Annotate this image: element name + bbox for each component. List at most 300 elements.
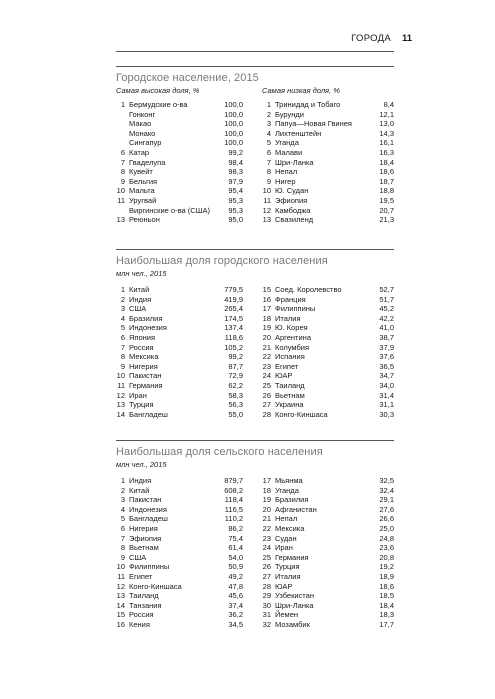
country-name: Бангладеш [129,514,168,524]
country-name: Украина [275,400,304,410]
row-value: 47,8 [228,581,243,591]
rank-number: 8 [120,167,125,177]
running-head: ГОРОДА [351,33,391,44]
list-row [262,323,394,333]
rank-number: 3 [120,304,125,314]
country-name: Испания [275,352,305,362]
rank-number: 21 [262,514,271,524]
rank-number: 5 [120,514,125,524]
section-title: Городское население, 2015 [116,72,259,84]
country-name: Бангладеш [129,409,168,419]
row-value: 36,5 [379,361,394,371]
row-value: 55,0 [228,409,243,419]
list-row [116,285,243,295]
country-name: Свазиленд [275,215,314,225]
row-value: 26,6 [379,514,394,524]
row-value: 100,0 [224,128,243,138]
header-rule [116,51,394,52]
rank-number: 24 [262,543,271,553]
list-row [116,582,243,592]
row-value: 16,3 [379,147,394,157]
rank-number: 22 [262,352,271,362]
section-rule [116,249,394,250]
row-value: 61,4 [228,543,243,553]
list-row [116,129,243,139]
list-row [262,129,394,139]
row-value: 97,9 [228,176,243,186]
country-name: Нигерия [129,523,158,533]
list-row [116,572,243,582]
list-row [262,572,394,582]
rank-number: 6 [120,332,125,342]
list-row [116,177,243,187]
list-row [262,534,394,544]
row-value: 36,2 [228,610,243,620]
row-value: 99,2 [228,352,243,362]
list-row [262,610,394,620]
list-row [116,110,243,120]
row-value: 51,7 [379,294,394,304]
country-name: Ю. Корея [275,323,308,333]
rank-number: 30 [262,600,271,610]
list-row [116,371,243,381]
country-name: Кения [129,619,150,629]
list-row [116,391,243,401]
rank-number: 9 [120,176,125,186]
country-name: США [129,552,147,562]
list-row [262,381,394,391]
country-name: Непал [275,167,298,177]
row-value: 50,9 [228,562,243,572]
row-value: 20,8 [379,552,394,562]
rank-number: 29 [262,591,271,601]
list-row [116,323,243,333]
row-value: 45,2 [379,304,394,314]
list-row [262,601,394,611]
rank-number: 13 [116,215,125,225]
row-value: 95,3 [228,205,243,215]
row-value: 98,3 [228,167,243,177]
rank-number: 14 [116,600,125,610]
rank-number: 31 [262,610,271,620]
row-value: 95,0 [228,215,243,225]
country-name: Бельгия [129,176,158,186]
country-name: Индонезия [129,504,167,514]
list-row [262,148,394,158]
country-name: Конго-Киншаса [129,581,182,591]
largest-urban-list-right [262,285,394,419]
rank-number: 12 [116,581,125,591]
row-value: 779,5 [224,285,243,294]
row-value: 137,4 [224,323,243,333]
country-name: Германия [129,380,163,390]
rank-number: 9 [120,361,125,371]
list-row [262,524,394,534]
country-name: США [129,304,147,314]
country-name: Франция [275,294,306,304]
list-row [116,524,243,534]
rank-number: 32 [262,619,271,629]
country-name: ЮАР [275,581,293,591]
largest-rural-list-left [116,476,243,630]
country-name: Иран [129,390,147,400]
country-name: Эфиопия [129,533,162,543]
row-value: 24,8 [379,533,394,543]
row-value: 87,7 [228,361,243,371]
row-value: 110,2 [224,514,243,524]
list-row [116,148,243,158]
country-name: Кувейт [129,167,153,177]
rank-number: 11 [263,195,271,205]
row-value: 32,4 [379,485,394,495]
list-row [262,495,394,505]
country-name: Танзания [129,600,162,610]
country-name: Филиппины [275,304,316,314]
row-value: 34,5 [228,619,243,629]
list-row [262,196,394,206]
row-value: 25,0 [379,523,394,533]
list-row [116,186,243,196]
row-value: 86,2 [228,523,243,533]
list-row [116,119,243,129]
row-value: 34,0 [379,380,394,390]
country-name: Уругвай [129,195,157,205]
list-row [116,206,243,216]
rank-number: 7 [120,157,125,167]
rank-number: 7 [120,342,125,352]
list-row [116,158,243,168]
country-name: Сингапур [129,138,162,148]
rank-number: 9 [266,176,271,186]
list-row [116,215,243,225]
country-name: Мозамбик [275,619,310,629]
row-value: 419,9 [224,294,243,304]
list-row [262,110,394,120]
list-row [116,534,243,544]
rank-number: 18 [262,485,271,495]
row-value: 18,4 [379,600,394,610]
row-value: 14,3 [379,128,394,138]
rank-number: 11 [117,571,125,581]
rank-number: 28 [262,581,271,591]
country-name: ЮАР [275,371,293,381]
list-row [262,505,394,515]
row-value: 30,3 [379,409,394,419]
rank-number: 4 [266,128,271,138]
row-value: 100,0 [224,138,243,148]
rank-number: 6 [120,147,125,157]
row-value: 62,2 [228,380,243,390]
row-value: 37,9 [379,342,394,352]
country-name: Камбоджа [275,205,311,215]
country-name: Ю. Судан [275,186,309,196]
list-row [262,186,394,196]
page-header [0,33,495,47]
row-value: 34,7 [379,371,394,381]
list-row [262,314,394,324]
list-row [116,400,243,410]
list-row [262,620,394,630]
row-value: 42,2 [379,313,394,323]
list-row [262,167,394,177]
country-name: Малави [275,147,303,157]
country-name: Мьянма [275,476,303,485]
row-value: 38,7 [379,332,394,342]
row-value: 608,2 [224,485,243,495]
list-row [262,591,394,601]
row-value: 98,4 [228,157,243,167]
country-name: Италия [275,571,301,581]
list-row [116,562,243,572]
list-row [262,138,394,148]
section-urban-share [116,66,394,225]
country-name: Россия [129,610,154,620]
country-name: Афганистан [275,504,317,514]
row-value: 41,0 [379,323,394,333]
list-row [116,314,243,324]
list-row [116,295,243,305]
country-name: Япония [129,332,156,342]
row-value: 18,7 [379,176,394,186]
rank-number: 6 [266,147,271,157]
list-row [116,362,243,372]
rank-number: 12 [262,205,271,215]
row-value: 18,4 [379,157,394,167]
rank-number: 2 [266,109,271,119]
rank-number: 26 [262,562,271,572]
country-name: Лихтенштейн [275,128,322,138]
row-value: 118,6 [224,332,243,342]
list-row [262,352,394,362]
rank-number: 5 [120,323,125,333]
rank-number: 2 [120,485,125,495]
list-row [116,486,243,496]
section-largest-urban [116,249,394,419]
country-name: Монако [129,128,156,138]
list-row [262,119,394,129]
country-name: Индонезия [129,323,167,333]
rank-number: 24 [262,371,271,381]
section-title: Наибольшая доля сельского населения [116,446,323,458]
row-value: 37,6 [379,352,394,362]
country-name: Тринидад и Тобаго [275,100,341,109]
list-row [262,582,394,592]
country-name: Пакистан [129,371,162,381]
row-value: 21,3 [379,215,394,225]
rank-number: 4 [120,504,125,514]
right-subtitle: Самая низкая доля, % [262,86,340,95]
row-value: 58,3 [228,390,243,400]
list-row [116,100,243,110]
country-name: Бразилия [129,313,163,323]
row-value: 12,1 [379,109,394,119]
rank-number: 10 [116,186,125,196]
row-value: 56,3 [228,400,243,410]
list-row [116,553,243,563]
rank-number: 23 [262,533,271,543]
list-row [262,371,394,381]
section-subtitle: млн чел., 2015 [116,269,167,278]
section-title: Наибольшая доля городского населения [116,255,328,267]
rank-number: 13 [116,591,125,601]
row-value: 23,6 [379,543,394,553]
highest-share-list [116,100,243,225]
country-name: Шри-Ланка [275,157,314,167]
row-value: 29,1 [379,495,394,505]
row-value: 100,0 [224,109,243,119]
rank-number: 10 [262,186,271,196]
country-name: Нигер [275,176,296,186]
row-value: 13,0 [379,119,394,129]
row-value: 18,9 [379,571,394,581]
list-row [116,591,243,601]
row-value: 265,4 [224,304,243,314]
country-name: Индия [129,476,152,485]
rank-number: 19 [262,495,271,505]
country-name: Конго-Киншаса [275,409,328,419]
lowest-share-list [262,100,394,225]
list-row [262,362,394,372]
country-name: Таиланд [275,380,305,390]
rank-number: 23 [262,361,271,371]
country-name: Мальта [129,186,155,196]
rank-number: 27 [262,571,271,581]
list-row [116,343,243,353]
row-value: 18,5 [379,591,394,601]
row-value: 20,7 [379,205,394,215]
rank-number: 4 [120,313,125,323]
rank-number: 7 [266,157,271,167]
rank-number: 13 [116,400,125,410]
country-name: Италия [275,313,301,323]
rank-number: 1 [120,100,125,109]
row-value: 18,8 [379,186,394,196]
country-name: Вьетнам [129,543,159,553]
row-value: 19,5 [379,195,394,205]
rank-number: 5 [266,138,271,148]
row-value: 8,4 [383,100,394,109]
list-row [116,333,243,343]
list-row [116,543,243,553]
row-value: 17,7 [379,619,394,629]
row-value: 45,6 [228,591,243,601]
rank-number: 14 [116,409,125,419]
list-row [262,562,394,572]
rank-number: 26 [262,390,271,400]
list-row [262,100,394,110]
country-name: Папуа—Новая Гвинея [275,119,352,129]
list-row [116,601,243,611]
country-name: Гонконг [129,109,156,119]
row-value: 95,3 [228,195,243,205]
rank-number: 3 [120,495,125,505]
list-row [116,167,243,177]
rank-number: 17 [262,304,271,314]
list-row [262,410,394,420]
row-value: 105,2 [224,342,243,352]
rank-number: 22 [262,523,271,533]
list-row [262,295,394,305]
country-name: Уганда [275,485,299,495]
country-name: Вьетнам [275,390,305,400]
list-row [116,138,243,148]
rank-number: 15 [116,610,125,620]
rank-number: 13 [262,215,271,225]
row-value: 32,5 [379,476,394,485]
country-name: Непал [275,514,298,524]
rank-number: 21 [262,342,271,352]
section-rule [116,66,394,67]
list-row [116,476,243,486]
rank-number: 8 [266,167,271,177]
row-value: 52,7 [379,285,394,294]
section-subtitle: млн чел., 2015 [116,460,167,469]
list-row [262,391,394,401]
country-name: Катар [129,147,150,157]
rank-number: 3 [266,119,271,129]
row-value: 99,2 [228,147,243,157]
rank-number: 19 [262,323,271,333]
country-name: Филиппины [129,562,170,572]
country-name: Йемен [275,610,299,620]
country-name: Турция [275,562,300,572]
rank-number: 15 [262,285,271,294]
country-name: Мексика [275,523,305,533]
row-value: 879,7 [224,476,243,485]
row-value: 75,4 [228,533,243,543]
rank-number: 16 [116,619,125,629]
rank-number: 11 [117,380,125,390]
rank-number: 1 [120,476,125,485]
row-value: 54,0 [228,552,243,562]
country-name: Германия [275,552,309,562]
country-name: Нигерия [129,361,158,371]
country-name: Эфиопия [275,195,308,205]
row-value: 18,6 [379,581,394,591]
list-row [262,158,394,168]
list-row [262,514,394,524]
country-name: Таиланд [129,591,159,601]
rank-number: 28 [262,409,271,419]
country-name: Бермудские о-ва [129,100,188,109]
country-name: Уганда [275,138,299,148]
country-name: Индия [129,294,152,304]
list-row [116,196,243,206]
country-name: Турция [129,400,154,410]
list-row [262,486,394,496]
list-row [116,620,243,630]
rank-number: 16 [262,294,271,304]
row-value: 27,6 [379,504,394,514]
country-name: Аргентина [275,332,311,342]
rank-number: 1 [266,100,271,109]
country-name: Виргинские о-ва (США) [129,205,211,215]
list-row [116,352,243,362]
row-value: 18,6 [379,167,394,177]
rank-number: 25 [262,552,271,562]
row-value: 18,3 [379,610,394,620]
rank-number: 10 [116,371,125,381]
rank-number: 8 [120,352,125,362]
country-name: Иран [275,543,293,553]
rank-number: 18 [262,313,271,323]
list-row [262,343,394,353]
largest-rural-list-right [262,476,394,630]
country-name: Египет [275,361,299,371]
list-row [262,476,394,486]
country-name: Бурунди [275,109,304,119]
country-name: Египет [129,571,153,581]
